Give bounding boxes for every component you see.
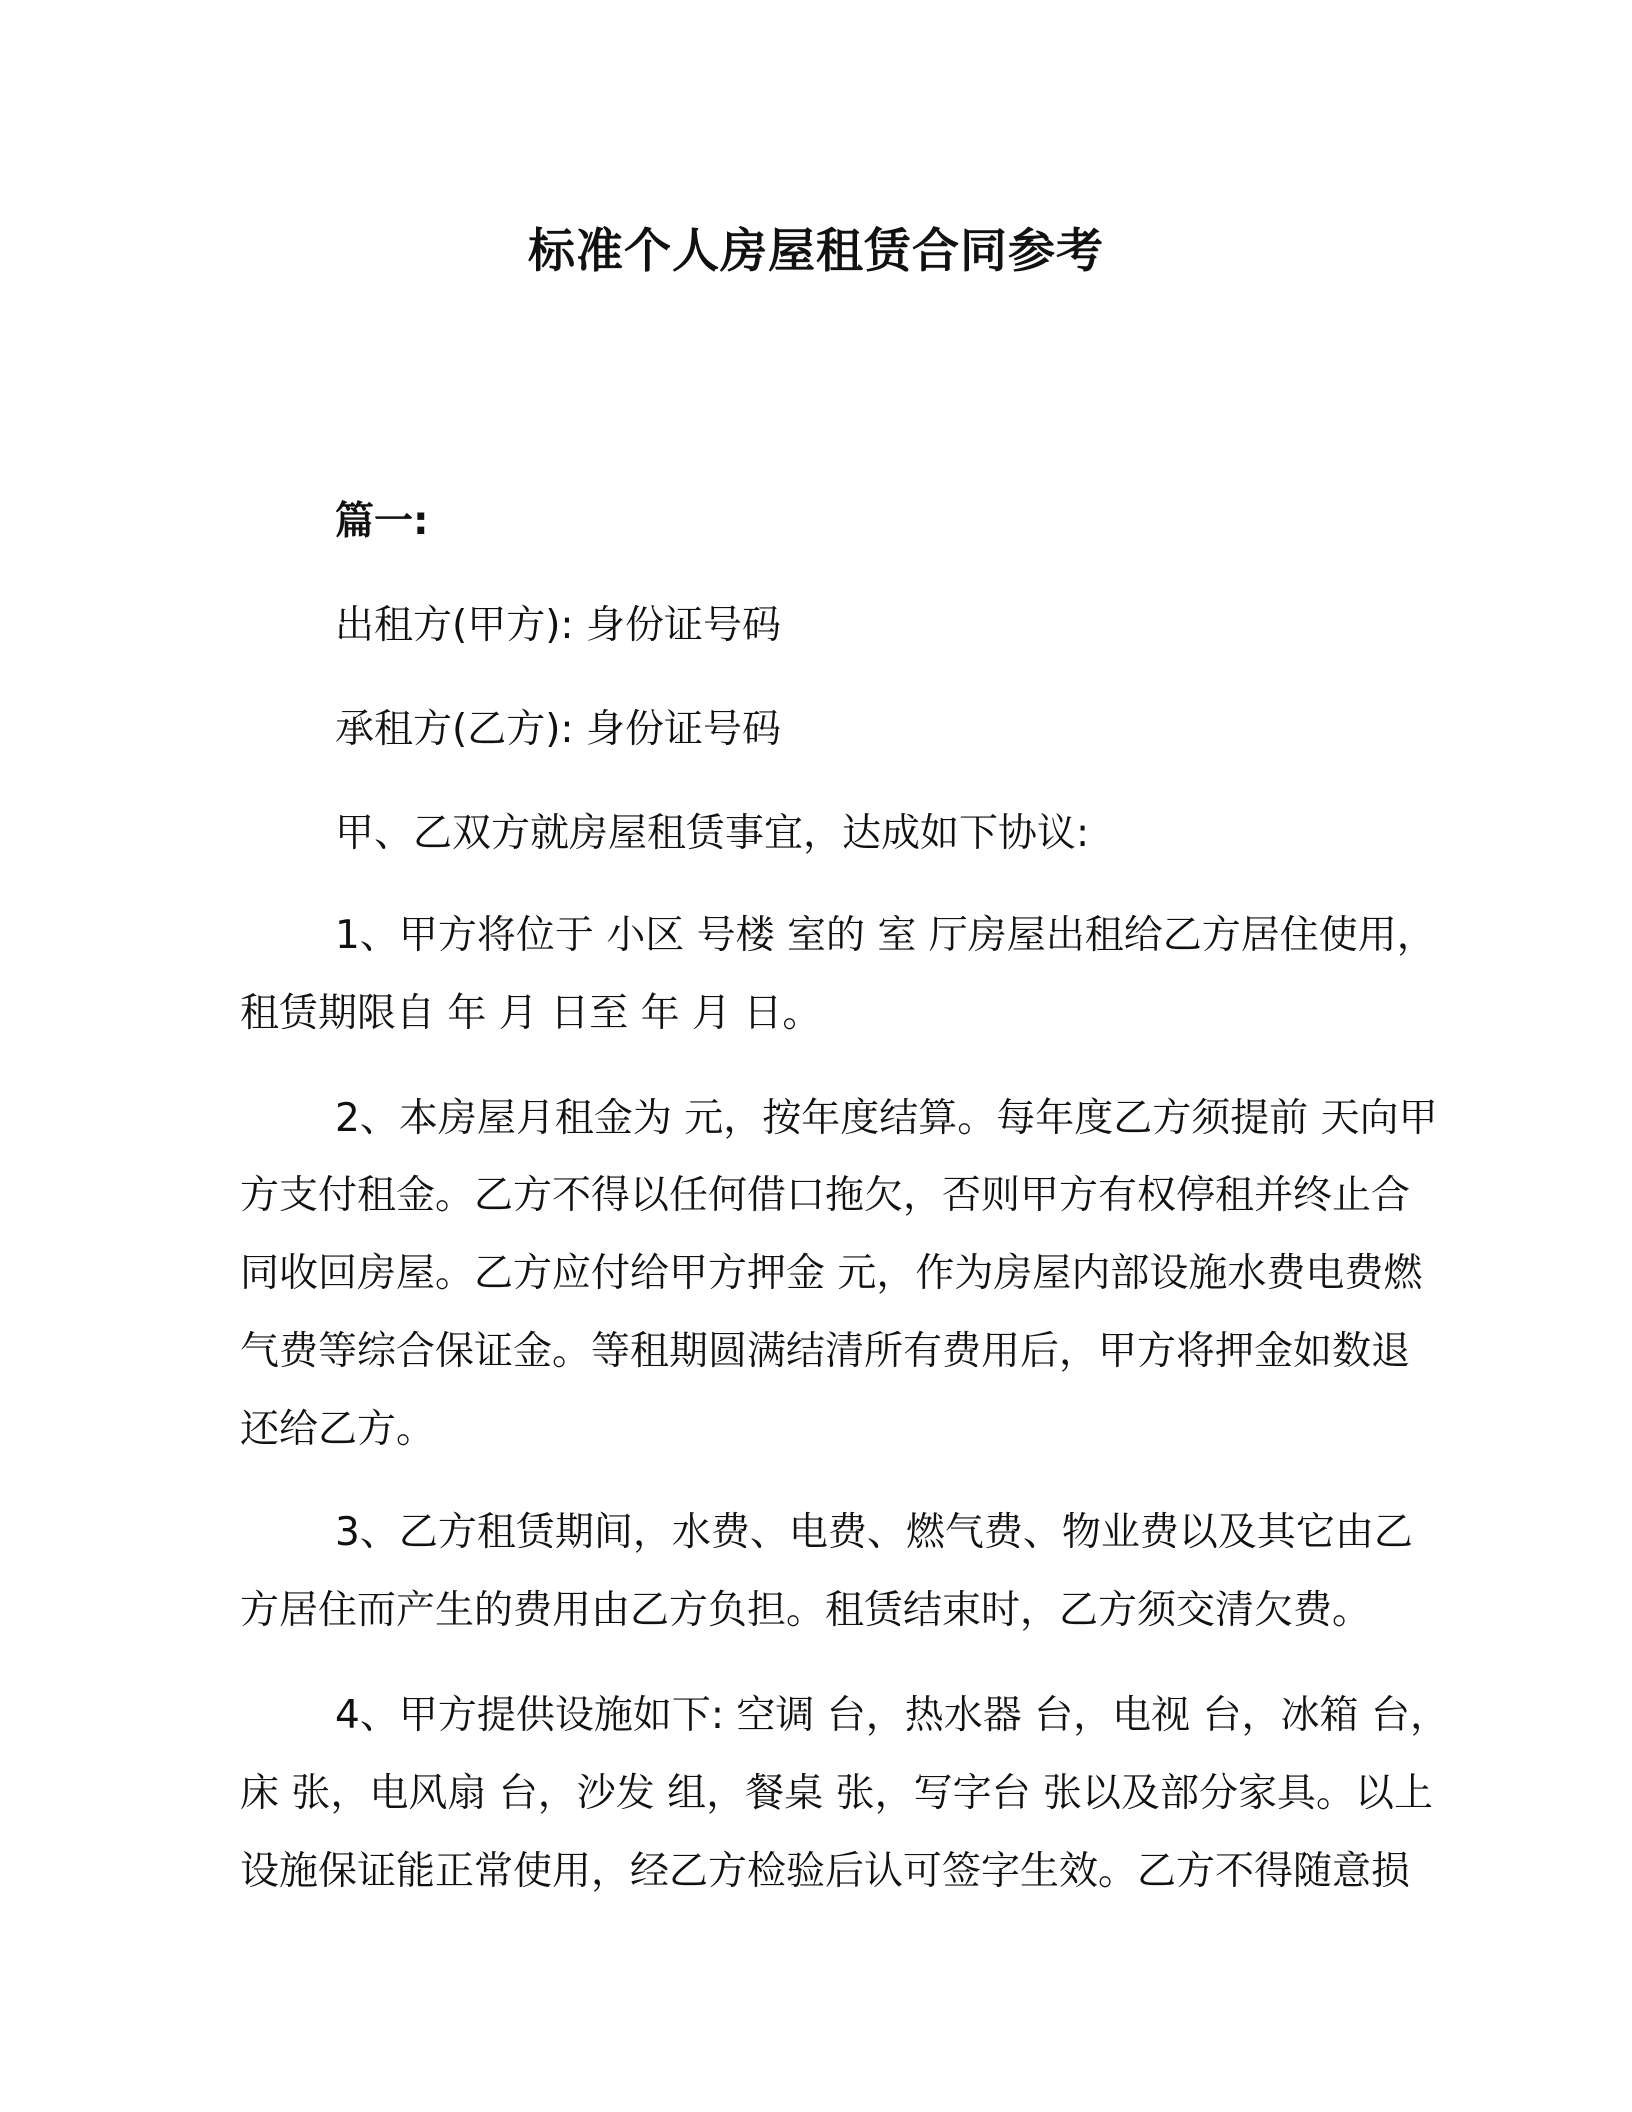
- agreement-intro: 甲、乙双方就房屋租赁事宜，达成如下协议:: [335, 811, 1090, 856]
- clause-4-line-2: 床 张，电风扇 台，沙发 组，餐桌 张，写字台 张以及部分家具。以上: [240, 1771, 1433, 1816]
- clause-2-line-4: 气费等综合保证金。等租期圆满结清所有费用后，甲方将押金如数退: [240, 1329, 1411, 1374]
- lessee-line: 承租方(乙方): 身份证号码: [335, 707, 781, 752]
- clause-2-line-1: 2、本房屋月租金为 元，按年度结算。每年度乙方须提前 天向甲: [335, 1096, 1438, 1141]
- clause-3-line-1: 3、乙方租赁期间，水费、电费、燃气费、物业费以及其它由乙: [335, 1510, 1413, 1555]
- clause-2-line-5: 还给乙方。: [240, 1407, 436, 1452]
- lessor-line: 出租方(甲方): 身份证号码: [335, 603, 781, 648]
- clause-1-line-2: 租赁期限自 年 月 日至 年 月 日。: [240, 991, 822, 1036]
- section-heading: 篇一:: [335, 499, 429, 544]
- clause-4-line-3: 设施保证能正常使用，经乙方检验后认可签字生效。乙方不得随意损: [240, 1849, 1411, 1894]
- clause-2-line-3: 同收回房屋。乙方应付给甲方押金 元，作为房屋内部设施水费电费燃: [240, 1251, 1423, 1296]
- document-title: 标准个人房屋租赁合同参考: [528, 224, 1104, 279]
- clause-1-line-1: 1、甲方将位于 小区 号楼 室的 室 厅房屋出租给乙方居住使用，: [335, 913, 1436, 958]
- clause-3-line-2: 方居住而产生的费用由乙方负担。租赁结束时，乙方须交清欠费。: [240, 1588, 1372, 1633]
- clause-2-line-2: 方支付租金。乙方不得以任何借口拖欠，否则甲方有权停租并终止合: [240, 1173, 1411, 1218]
- clause-4-line-1: 4、甲方提供设施如下: 空调 台，热水器 台，电视 台，冰箱 台，: [335, 1693, 1449, 1738]
